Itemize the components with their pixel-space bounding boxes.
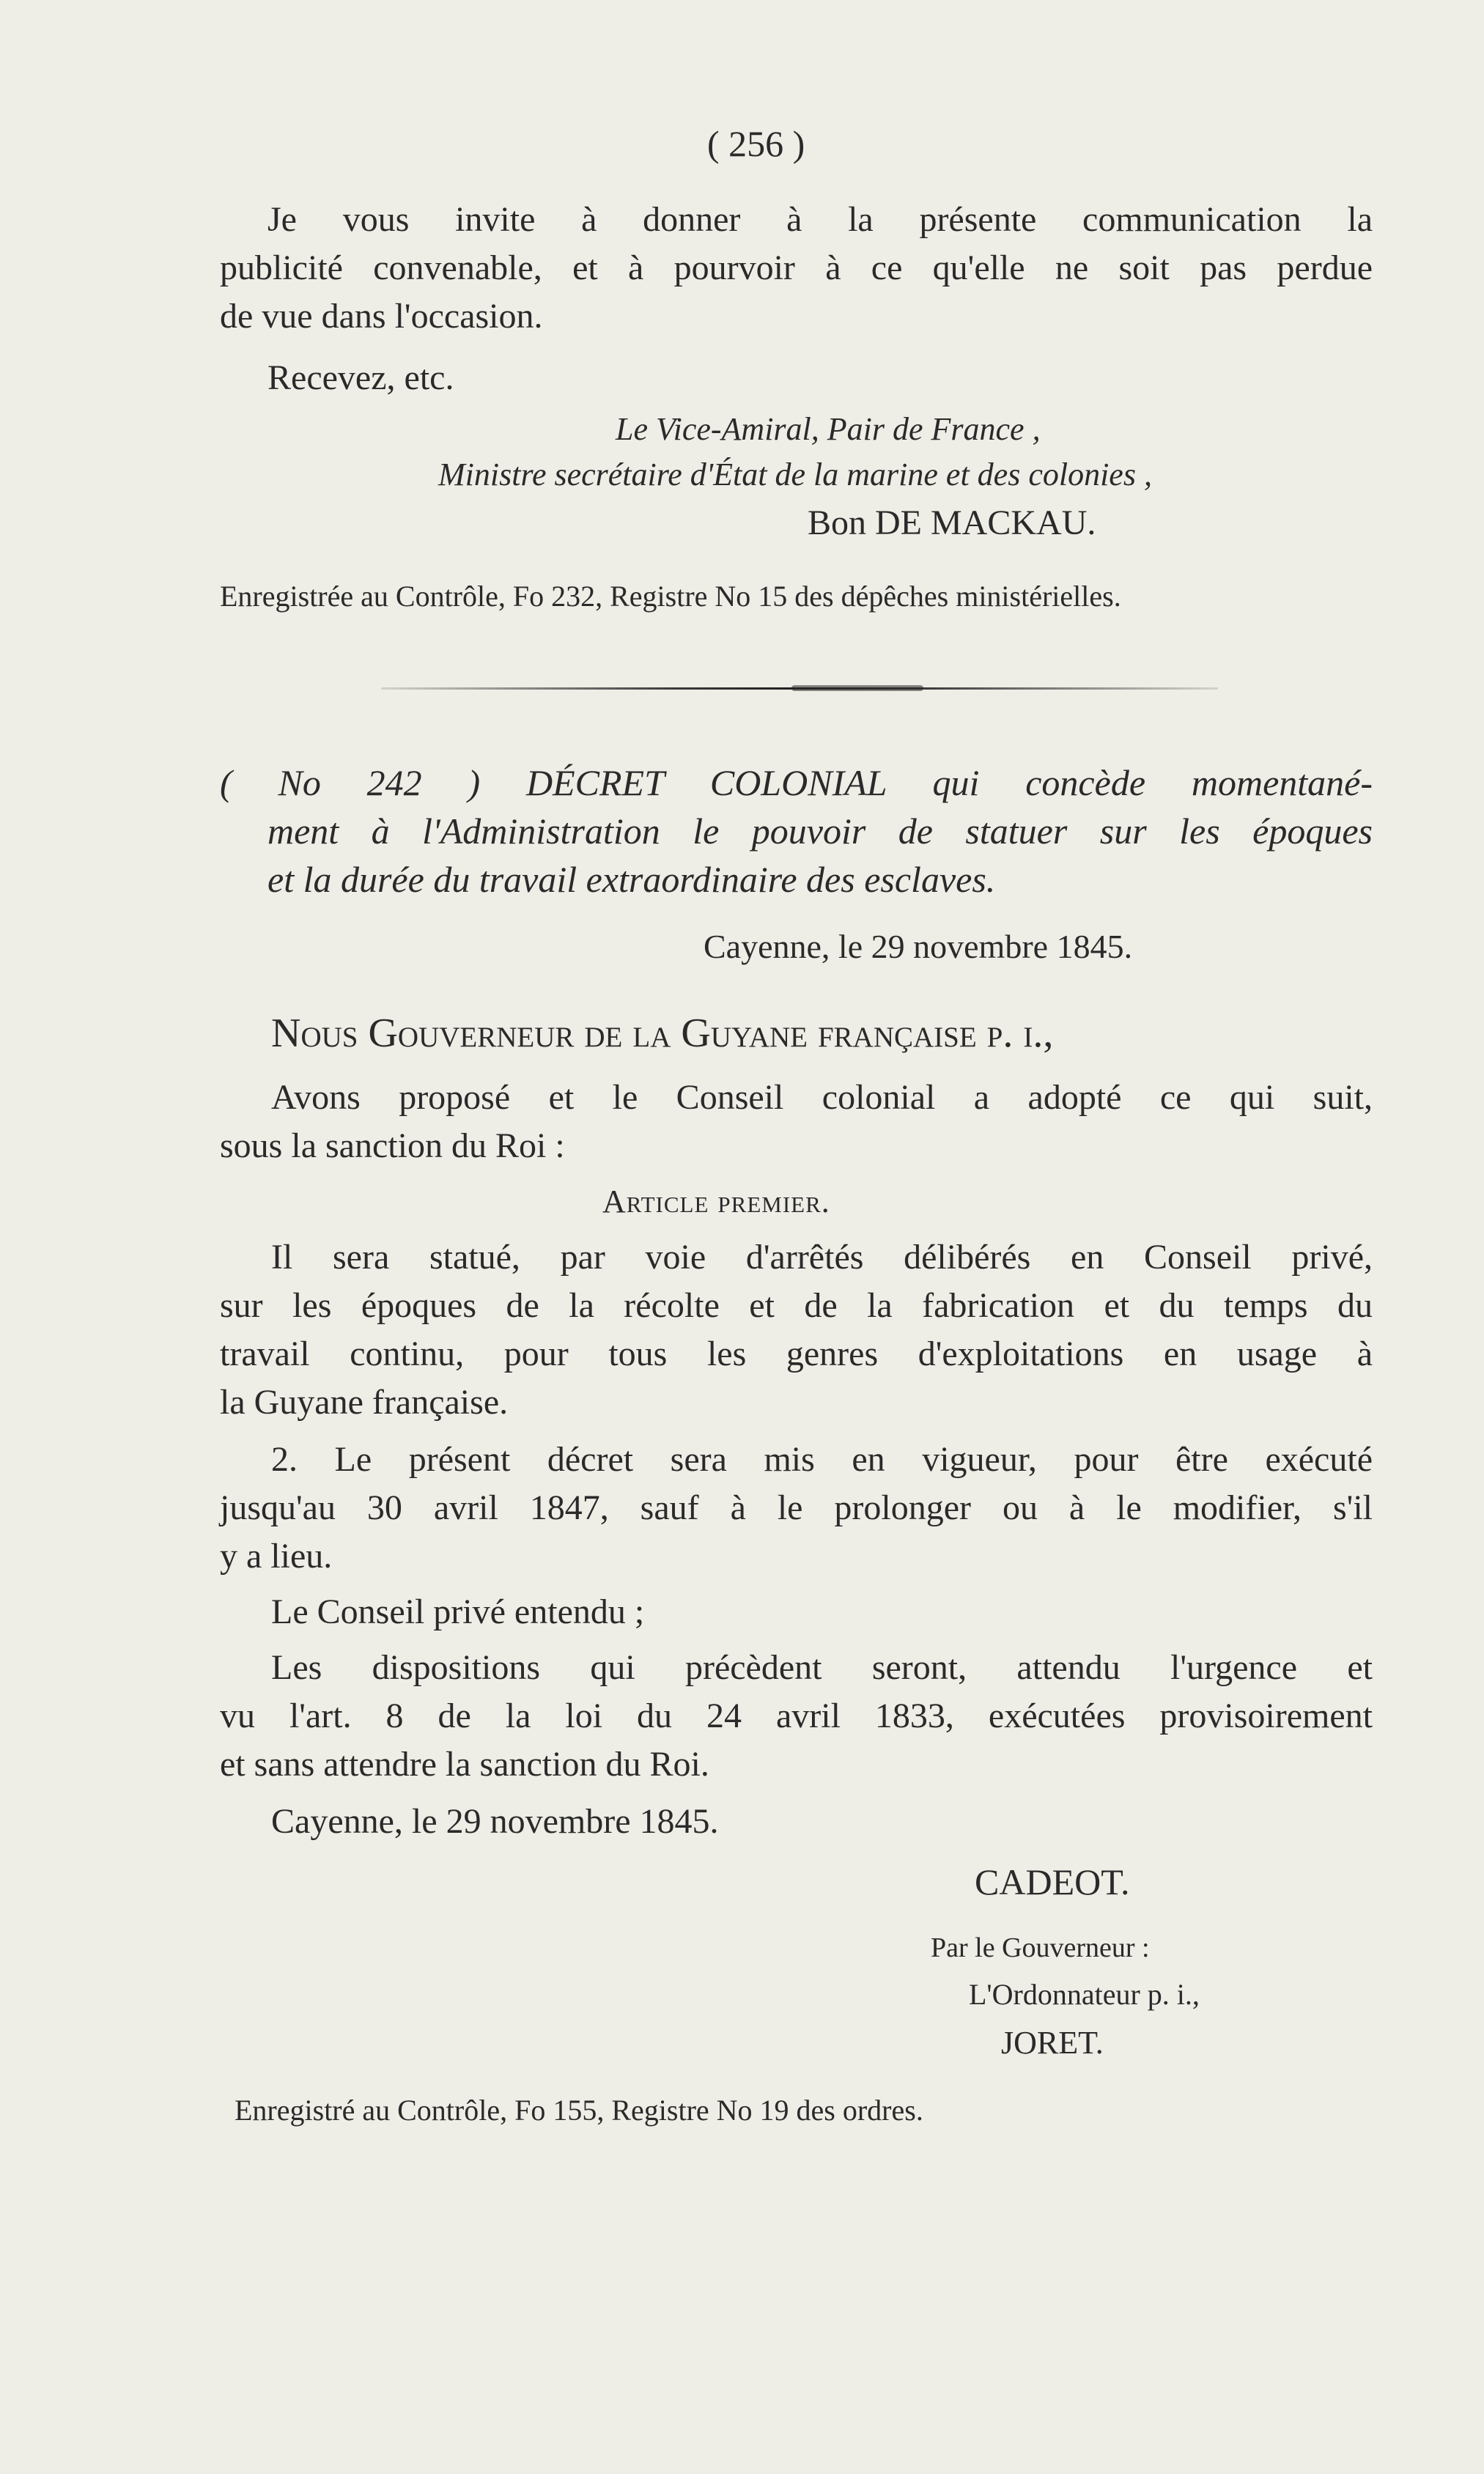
decree-date-closing: Cayenne, le 29 novembre 1845. xyxy=(271,1802,719,1841)
paragraph-line: et sans attendre la sanction du Roi. xyxy=(220,1745,709,1784)
paragraph-line: sous la sanction du Roi : xyxy=(220,1126,565,1165)
decree-heading: et la durée du travail extraordinaire des esclaves. xyxy=(267,859,996,900)
paragraph-line: vu l'art. 8 de la loi du 24 avril 1833, exécutées provisoirement xyxy=(220,1696,1373,1735)
paragraph-line: Il sera statué, par voie d'arrêtés délibérés en Conseil privé, xyxy=(271,1238,1373,1277)
paragraph-line: y a lieu. xyxy=(220,1537,333,1576)
section-divider-ornament xyxy=(791,685,923,691)
paragraph-line: jusqu'au 30 avril 1847, sauf à le prolonger ou à le modifier, s'il xyxy=(220,1488,1373,1527)
article-heading: Article premier. xyxy=(602,1184,830,1219)
signature-title: Le Vice-Amiral, Pair de France , xyxy=(616,411,1041,447)
by-governor-line: Par le Gouverneur : xyxy=(931,1932,1150,1963)
signature-name: Bon DE MACKAU. xyxy=(808,503,1096,542)
closing-line: Recevez, etc. xyxy=(267,358,454,397)
decree-heading: ( No 242 ) DÉCRET COLONIAL qui concède momentané- xyxy=(220,762,1373,803)
paragraph-line: la Guyane française. xyxy=(220,1383,509,1422)
paragraph-line: 2. Le présent décret sera mis en vigueur, pour être exécuté xyxy=(271,1440,1373,1479)
paragraph-line: de vue dans l'occasion. xyxy=(220,297,543,336)
paragraph-line: publicité convenable, et à pourvoir à ce qu'elle ne soit pas perdue xyxy=(220,248,1373,287)
page-number: ( 256 ) xyxy=(707,123,805,164)
registration-note: Enregistré au Contrôle, Fo 155, Registre No 19 des ordres. xyxy=(235,2094,923,2127)
ordonnateur-name: JORET. xyxy=(1001,2025,1104,2061)
paragraph-line: sur les époques de la récolte et de la fabrication et du temps du xyxy=(220,1286,1373,1325)
paragraph-line: travail continu, pour tous les genres d'exploitations en usage à xyxy=(220,1334,1373,1373)
paragraph-line: Avons proposé et le Conseil colonial a adopté ce qui suit, xyxy=(271,1078,1373,1117)
registration-note: Enregistrée au Contrôle, Fo 232, Registre No 15 des dépêches ministérielles. xyxy=(220,580,1121,613)
paragraph-line: Je vous invite à donner à la présente communication la xyxy=(267,200,1373,239)
decree-date: Cayenne, le 29 novembre 1845. xyxy=(704,928,1133,965)
decree-preamble: Nous Gouverneur de la Guyane française p. i., xyxy=(271,1011,1054,1056)
paragraph-line: Le Conseil privé entendu ; xyxy=(271,1592,645,1631)
signature-title: Ministre secrétaire d'État de la marine et des colonies , xyxy=(438,457,1152,492)
paragraph-line: Les dispositions qui précèdent seront, attendu l'urgence et xyxy=(271,1648,1373,1687)
ordonnateur-line: L'Ordonnateur p. i., xyxy=(969,1978,1200,2011)
signer-name: CADEOT. xyxy=(975,1861,1130,1902)
decree-heading: ment à l'Administration le pouvoir de statuer sur les époques xyxy=(267,810,1373,852)
